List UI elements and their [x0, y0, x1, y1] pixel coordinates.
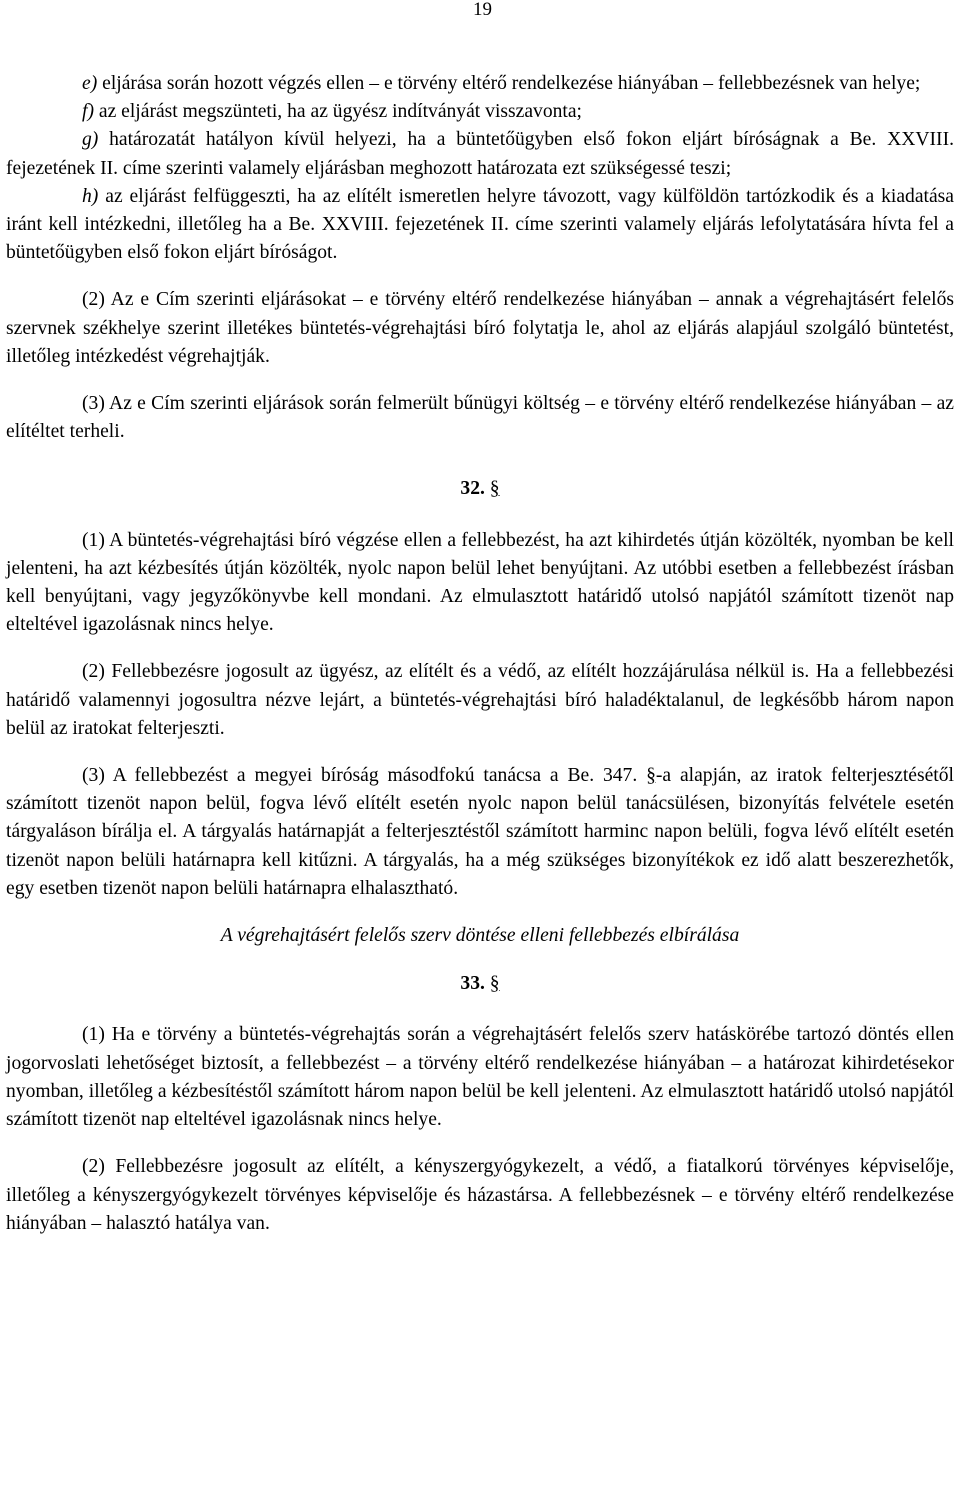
section-heading-33: [6, 970, 954, 998]
page-number: 19: [473, 0, 492, 20]
paragraph-32-3: [6, 762, 954, 903]
paragraph-31-2: (2) Az e Cím szerinti eljárásokat – e törvény eltérő rendelkezése hiányában – annak a végrehajtásért felelős szervnek székhelye szerint illetékes büntetés-végrehajtási bíró folytatja le, ahol az eljárás alapjául szolgáló büntetést, illetőleg intézkedést végrehajtják.: [6, 289, 954, 367]
item-text: határozatát hatályon kívül helyezi, ha a büntetőügyben első fokon eljárt bíróságnak a Be. XXVIII. fejezetének II. címe szerinti valamely eljárásban meghozott határozata ezt szükségessé teszi;: [6, 129, 954, 179]
item-label: h): [82, 185, 99, 207]
section-symbol: §: [646, 765, 656, 787]
list-item-g: [6, 126, 954, 182]
item-label: e): [82, 73, 98, 94]
list-item-f: [6, 98, 954, 126]
paragraph-text: (3) A fellebbezést a megyei bíróság másodfokú tanácsa a Be. 347.: [82, 765, 647, 787]
section-heading-32: [6, 475, 954, 503]
item-list: [6, 70, 954, 267]
item-text: az eljárást megszünteti, ha az ügyész indítványát visszavonta;: [93, 101, 583, 123]
section-number: 33.: [460, 973, 485, 995]
section-subtitle: A végrehajtásért felelős szerv döntése elleni fellebbezés elbírálása: [220, 925, 740, 947]
paragraph-text: -a alapján, az iratok felterjesztésétől számított tizenöt napon belül, fogva lévő elítélt esetén nyolc napon belül tanácsülésen, bizonyítás felvétele esetén tárgyaláson bírálja el. A tárgyalás határnapját a felterjesztéstől számított harminc napon belüli, fogva lévő elítélt esetén tizenöt napon belüli határnapra kell kitűzni. A tárgyalás, ha a még szükséges bizonyítékok ez idő alatt beszerezhetők, egy esetben tizenöt napon belüli határnapra elhalasztható.: [6, 765, 954, 899]
paragraph-31-3: (3) Az e Cím szerinti eljárások során felmerült bűnügyi költség – e törvény eltérő rendelkezése hiányában – az elítéltet terheli.: [6, 393, 954, 443]
page-content: [6, 70, 954, 1257]
paragraph-32-2: (2) Fellebbezésre jogosult az ügyész, az elítélt és a védő, az elítélt hozzájárulása nélkül is. Ha a fellebbezési határidő valamennyi jogosultra nézve lejárt, a büntetés-végrehajtási bíró haladéktalanul, de legkésőbb három napon belül az iratokat felterjeszti.: [6, 661, 954, 739]
section-symbol: §: [489, 478, 500, 500]
item-label: f): [82, 101, 94, 123]
section-symbol: §: [489, 973, 500, 995]
item-text: eljárása során hozott végzés ellen – e törvény eltérő rendelkezése hiányában – fellebbezésnek van helye;: [97, 73, 921, 94]
paragraph-33-1: (1) Ha e törvény a büntetés-végrehajtás során a végrehajtásért felelős szerv hatáskörébe tartozó döntés ellen jogorvoslati lehetőséget biztosít, a fellebbezést – a törvény eltérő rendelkezése hiányában – a határozat kihirdetésekor nyomban, illetőleg a kézbesítéstől számított három napon belül be kell jelenteni. Az elmulasztott határidő utolsó napjától számított tizenöt nap elteltével igazolásnak nincs helye.: [6, 1024, 954, 1131]
list-item-h: [6, 183, 954, 268]
list-item-e: [6, 70, 954, 98]
item-label: g): [82, 129, 99, 151]
item-text: az eljárást felfüggeszti, ha az elítélt ismeretlen helyre távozott, vagy külföldön tartózkodik és a kiadatása iránt kell intézkedni, illetőleg ha a Be. XXVIII. fejezetének II. címe szerinti valamely eljárás lefolytatására hívta fel a büntetőügyben első fokon eljárt bíróságot.: [6, 185, 954, 264]
paragraph-32-1: (1) A büntetés-végrehajtási bíró végzése ellen a fellebbezést, ha azt kihirdetés útján közölték, nyomban be kell jelenteni, ha azt kézbesítés útján közölték, nyolc napon belül lehet benyújtani. Az utóbbi esetben a fellebbezést írásban kell benyújtani, vagy jegyzőkönyvbe kell mondani. Az elmulasztott határidő utolsó napjától számított tizenöt nap elteltével igazolásnak nincs helye.: [6, 529, 954, 636]
section-number: 32.: [460, 478, 485, 500]
paragraph-33-2: (2) Fellebbezésre jogosult az elítélt, a kényszergyógykezelt, a védő, a fiatalkorú törvényes képviselője, illetőleg a kényszergyógykezelt törvényes képviselője és házastársa. A fellebbezésnek – e törvény eltérő rendelkezése hiányában – halasztó hatálya van.: [6, 1156, 954, 1234]
